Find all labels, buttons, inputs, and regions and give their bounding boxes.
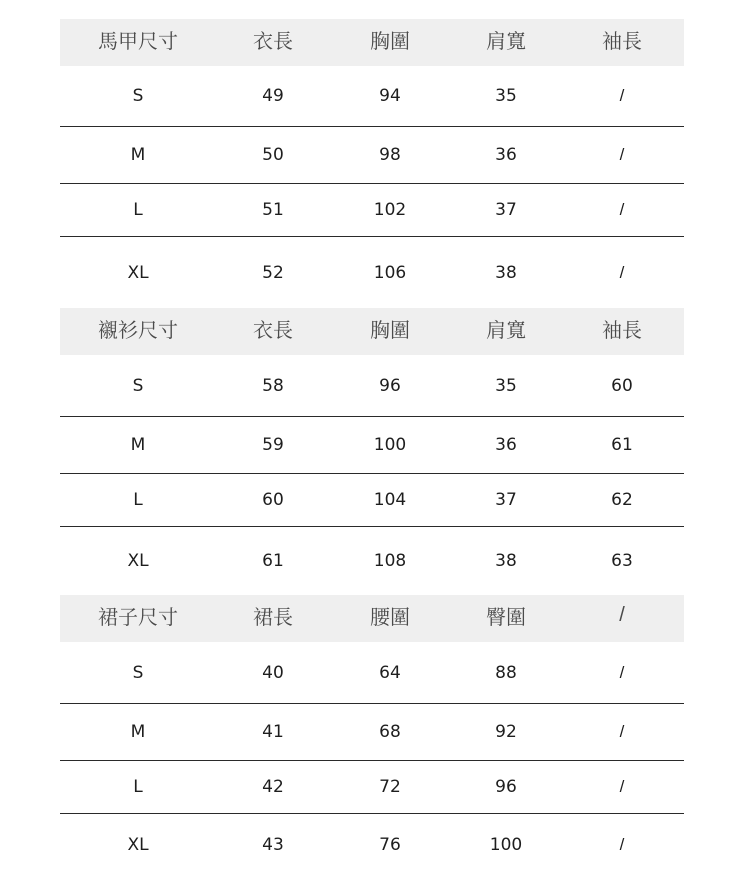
table-row bbox=[60, 704, 684, 761]
table-cell: 72 bbox=[379, 777, 401, 797]
table-row bbox=[60, 527, 684, 595]
header-cell: 馬甲尺寸 bbox=[98, 29, 178, 53]
table-cell: 96 bbox=[379, 375, 401, 396]
table-row bbox=[60, 761, 684, 814]
table-cell: / bbox=[619, 200, 625, 219]
table-cell: S bbox=[132, 86, 144, 106]
table-cell: 98 bbox=[379, 145, 401, 165]
table-cell: 51 bbox=[262, 200, 284, 220]
table-row bbox=[60, 814, 684, 875]
table-cell: 35 bbox=[495, 86, 517, 106]
table-cell: L bbox=[133, 200, 143, 220]
table-cell: XL bbox=[127, 551, 149, 571]
header-cell: 袖長 bbox=[602, 318, 642, 342]
table-row bbox=[60, 417, 684, 474]
table-row bbox=[60, 184, 684, 237]
table-cell: 92 bbox=[495, 722, 517, 742]
table-cell: 108 bbox=[373, 551, 407, 571]
table-cell: XL bbox=[127, 262, 149, 283]
table-cell: / bbox=[619, 86, 625, 105]
header-cell: 裙子尺寸 bbox=[98, 605, 178, 629]
table-cell: 94 bbox=[379, 86, 401, 106]
table-cell: M bbox=[130, 435, 146, 455]
table-cell: 61 bbox=[611, 435, 633, 455]
table-cell: M bbox=[130, 145, 146, 165]
table-header bbox=[60, 19, 684, 66]
table-cell: 64 bbox=[379, 662, 401, 683]
table-row bbox=[60, 237, 684, 308]
table-cell: 35 bbox=[495, 375, 517, 396]
vest-size-table bbox=[60, 19, 684, 308]
header-cell: 衣長 bbox=[253, 29, 293, 53]
table-cell: 68 bbox=[379, 722, 401, 742]
table-cell: S bbox=[132, 375, 144, 396]
header-cell: 胸圍 bbox=[370, 29, 410, 53]
table-header bbox=[60, 595, 684, 642]
table-cell: 37 bbox=[495, 200, 517, 220]
table-cell: 60 bbox=[262, 490, 284, 510]
table-cell: 59 bbox=[262, 435, 284, 455]
header-cell: 裙長 bbox=[253, 605, 293, 629]
header-cell: / bbox=[619, 604, 625, 626]
table-cell: 60 bbox=[611, 375, 633, 396]
table-cell: 36 bbox=[495, 435, 517, 455]
table-cell: 58 bbox=[262, 375, 284, 396]
table-cell: 52 bbox=[262, 262, 284, 283]
table-row bbox=[60, 127, 684, 184]
header-cell: 臀圍 bbox=[486, 605, 526, 629]
table-cell: 43 bbox=[262, 834, 284, 855]
table-cell: L bbox=[133, 490, 143, 510]
table-cell: XL bbox=[127, 834, 149, 855]
table-cell: M bbox=[130, 722, 146, 742]
table-cell: 61 bbox=[262, 551, 284, 571]
table-cell: 38 bbox=[495, 551, 517, 571]
table-cell: 38 bbox=[495, 262, 517, 283]
table-cell: 96 bbox=[495, 777, 517, 797]
table-cell: 42 bbox=[262, 777, 284, 797]
table-row bbox=[60, 66, 684, 127]
table-cell: 41 bbox=[262, 722, 284, 742]
table-cell: 106 bbox=[373, 262, 407, 283]
table-cell: 88 bbox=[495, 662, 517, 683]
header-cell: 胸圍 bbox=[370, 318, 410, 342]
table-cell: / bbox=[619, 145, 625, 164]
header-cell: 衣長 bbox=[253, 318, 293, 342]
table-cell: L bbox=[133, 777, 143, 797]
skirt-size-table bbox=[60, 595, 684, 875]
table-cell: / bbox=[619, 722, 625, 741]
header-cell: 肩寬 bbox=[486, 318, 526, 342]
table-cell: 100 bbox=[373, 435, 407, 455]
table-row bbox=[60, 355, 684, 417]
table-header bbox=[60, 308, 684, 355]
table-cell: 100 bbox=[489, 834, 523, 855]
shirt-size-table bbox=[60, 308, 684, 595]
table-cell: 37 bbox=[495, 490, 517, 510]
header-cell: 肩寬 bbox=[486, 29, 526, 53]
table-cell: 102 bbox=[373, 200, 407, 220]
header-cell: 腰圍 bbox=[370, 605, 410, 629]
table-cell: 36 bbox=[495, 145, 517, 165]
table-cell: 50 bbox=[262, 145, 284, 165]
table-cell: / bbox=[619, 262, 625, 282]
table-cell: 62 bbox=[611, 490, 633, 510]
size-chart bbox=[60, 19, 684, 875]
header-cell: 袖長 bbox=[602, 29, 642, 53]
table-cell: / bbox=[619, 662, 625, 682]
table-cell: / bbox=[619, 834, 625, 854]
table-cell: 104 bbox=[373, 490, 407, 510]
table-cell: 63 bbox=[611, 551, 633, 571]
table-cell: 40 bbox=[262, 662, 284, 683]
table-row bbox=[60, 474, 684, 527]
table-cell: 76 bbox=[379, 834, 401, 855]
header-cell: 襯衫尺寸 bbox=[98, 318, 178, 342]
table-cell: / bbox=[619, 777, 625, 796]
table-cell: S bbox=[132, 662, 144, 683]
table-cell: 49 bbox=[262, 86, 284, 106]
table-row bbox=[60, 642, 684, 704]
